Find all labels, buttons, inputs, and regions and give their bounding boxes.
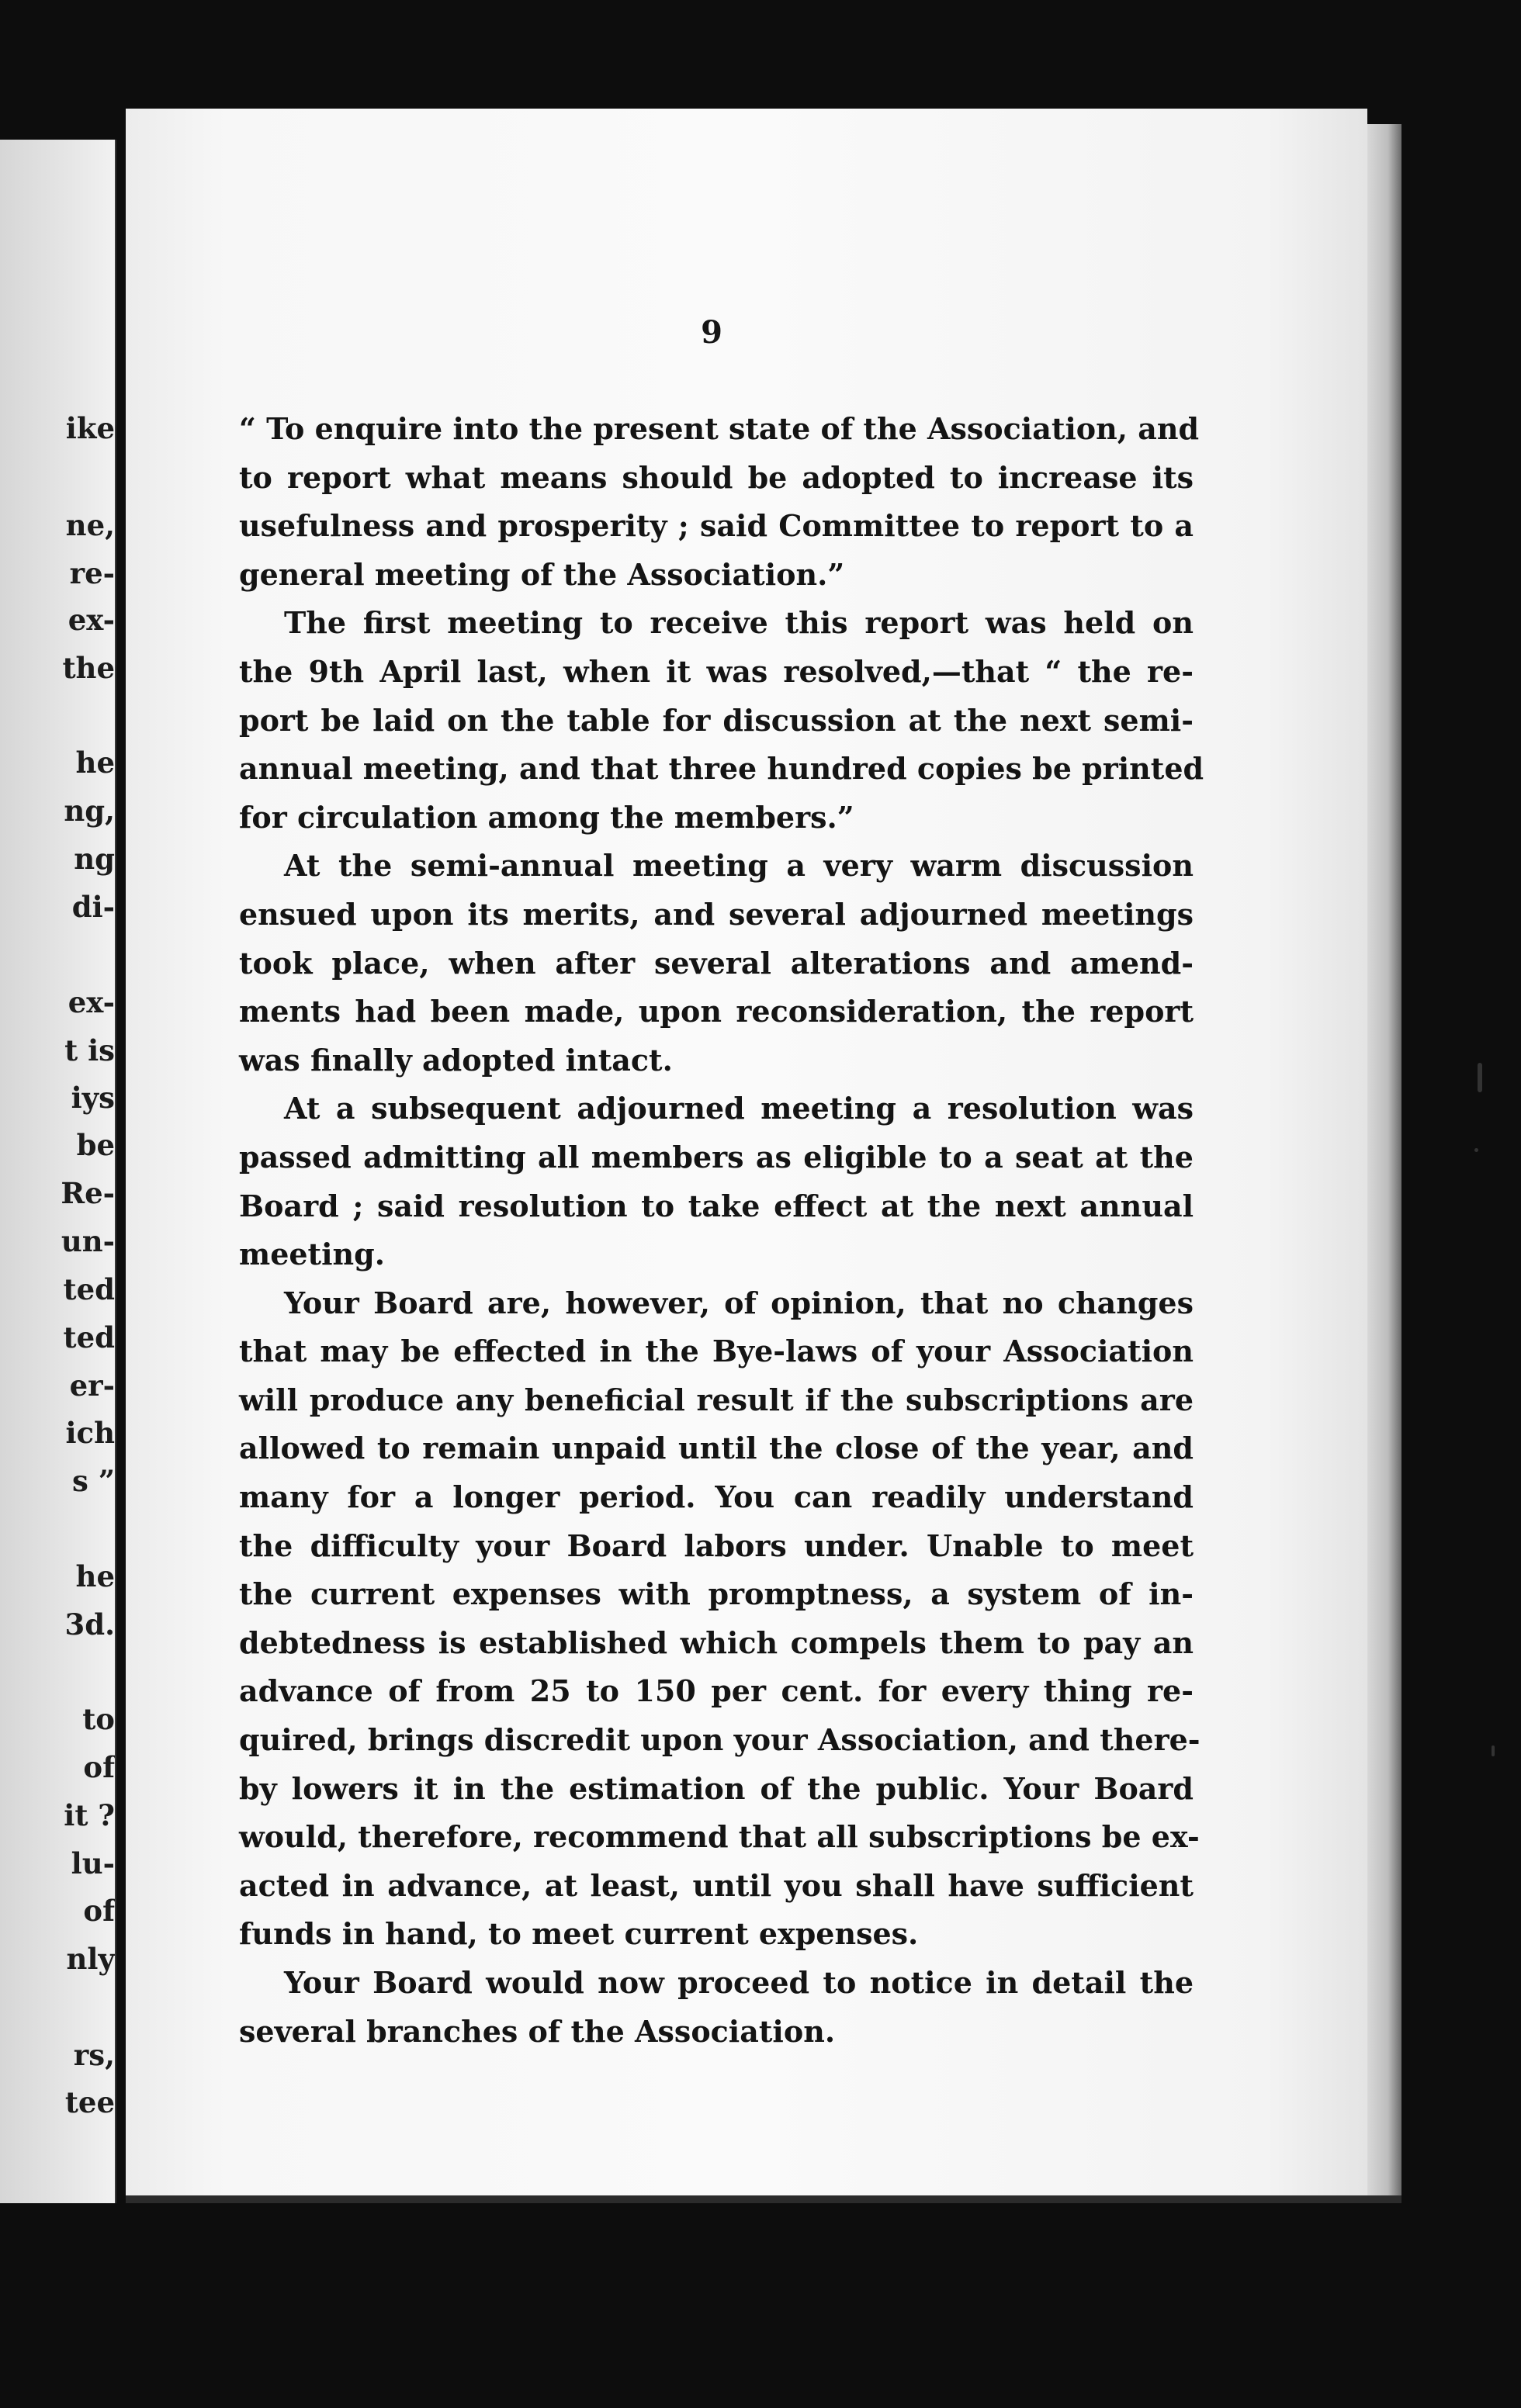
- paragraph: [239, 599, 1204, 842]
- left-page-fragment: ted: [63, 1272, 115, 1306]
- text-line: Your Board would now proceed to notice in detail the: [284, 1965, 1194, 2000]
- text-line: annual meeting, and that three hundred copies be printed: [239, 751, 1204, 787]
- left-page-fragment: Re-: [61, 1176, 115, 1210]
- left-page-fragment: tee: [64, 2085, 115, 2119]
- left-page-fragment: 3d.: [64, 1607, 115, 1642]
- text-line: At a subsequent adjourned meeting a resolution was: [284, 1091, 1194, 1126]
- left-page-fragment: ex-: [68, 603, 115, 637]
- text-line: to report what means should be adopted to increase its: [239, 459, 1194, 495]
- text-line: “ To enquire into the present state of the Association, and: [239, 411, 1200, 446]
- text-line: would, therefore, recommend that all subscriptions be ex-: [239, 1819, 1200, 1855]
- text-line: ments had been made, upon reconsideration, the report: [239, 994, 1194, 1029]
- left-page-fragment: ich: [65, 1416, 115, 1450]
- left-page-fragment: ng: [74, 842, 115, 876]
- left-page-fragment: the: [62, 651, 115, 685]
- left-page-fragment: he: [75, 746, 115, 780]
- text-line: Your Board are, however, of opinion, that no changes: [284, 1285, 1194, 1320]
- left-page-fragment: rs,: [73, 2038, 115, 2072]
- left-page-edge: [0, 140, 116, 2203]
- page-bottom-shadow: [126, 2195, 1401, 2203]
- text-line: many for a longer period. You can readily understand: [239, 1479, 1194, 1515]
- scan-blemish: [1492, 1745, 1495, 1756]
- paragraph: [239, 1279, 1201, 1959]
- text-line: allowed to remain unpaid until the close of the year, and: [239, 1431, 1194, 1466]
- text-line: several branches of the Association.: [239, 2013, 836, 2049]
- paragraph: [239, 405, 1200, 599]
- text-line: was finally adopted intact.: [239, 1042, 673, 1078]
- left-page-fragment: iys: [71, 1081, 115, 1115]
- text-line: At the semi-annual meeting a very warm discussion: [284, 848, 1194, 884]
- text-line: will produce any beneficial result if the subscriptions are: [239, 1382, 1194, 1417]
- left-page-fragment: nly: [66, 1942, 115, 1976]
- text-line: Board ; said resolution to take effect at the next annual: [239, 1188, 1194, 1223]
- left-page-fragment: lu-: [71, 1846, 115, 1880]
- left-page-fragment: ne,: [65, 508, 115, 542]
- book-gutter: [115, 140, 116, 2203]
- left-page-fragment: un-: [61, 1224, 115, 1258]
- text-line: port be laid on the table for discussion at the next semi-: [239, 702, 1194, 738]
- text-line: usefulness and prosperity ; said Committee to report to a: [239, 508, 1194, 544]
- text-line: quired, brings discredit upon your Association, and there-: [239, 1722, 1201, 1758]
- left-page-fragment: di-: [71, 890, 115, 924]
- left-page-fragment: re-: [69, 556, 115, 590]
- page-number: 9: [701, 314, 722, 351]
- text-line: general meeting of the Association.”: [239, 556, 845, 592]
- paragraph: [239, 842, 1194, 1085]
- text-line: debtedness is established which compels them to pay an: [239, 1624, 1194, 1660]
- text-line: for circulation among the members.”: [239, 799, 854, 835]
- scan-blemish: [1474, 1148, 1478, 1152]
- text-line: passed admitting all members as eligible to a seat at the: [239, 1139, 1194, 1175]
- text-line: that may be effected in the Bye-laws of your Association: [239, 1334, 1194, 1369]
- text-line: funds in hand, to meet current expenses.: [239, 1916, 919, 1952]
- text-line: the difficulty your Board labors under. Unable to meet: [239, 1527, 1194, 1563]
- left-page-fragment: of: [83, 1894, 115, 1928]
- paragraph: [239, 1085, 1194, 1278]
- paragraph: [239, 1959, 1194, 2056]
- text-line: ensued upon its merits, and several adjourned meetings: [239, 896, 1194, 932]
- left-page-fragment: s ”: [72, 1464, 115, 1498]
- left-page-fragment: to: [82, 1702, 115, 1736]
- text-line: by lowers it in the estimation of the public. Your Board: [239, 1770, 1194, 1806]
- left-page-fragment: he: [75, 1559, 115, 1593]
- left-page-fragment: er-: [69, 1368, 115, 1403]
- text-line: The first meeting to receive this report was held on: [284, 605, 1194, 641]
- left-page-fragment: be: [76, 1128, 115, 1162]
- page-edge-shadow: [1367, 124, 1401, 2203]
- text-line: took place, when after several alterations and amend-: [239, 945, 1194, 981]
- text-line: acted in advance, at least, until you shall have sufficient: [239, 1867, 1194, 1903]
- body-text: [239, 405, 1204, 2056]
- left-page-fragment: ted: [63, 1320, 115, 1354]
- left-page-fragment: t is: [64, 1033, 115, 1067]
- left-page-fragment: it ?: [64, 1798, 115, 1832]
- text-line: the 9th April last, when it was resolved,—that “ the re-: [239, 653, 1194, 689]
- scan-blemish: [1478, 1063, 1482, 1092]
- left-page-fragment: of: [83, 1750, 115, 1784]
- left-page-fragment: ike: [65, 411, 115, 445]
- left-page-fragment: ex-: [68, 985, 115, 1019]
- text-line: advance of from 25 to 150 per cent. for every thing re-: [239, 1673, 1194, 1709]
- left-page-fragment: ng,: [64, 794, 115, 828]
- text-line: the current expenses with promptness, a system of in-: [239, 1576, 1194, 1612]
- text-line: meeting.: [239, 1237, 385, 1272]
